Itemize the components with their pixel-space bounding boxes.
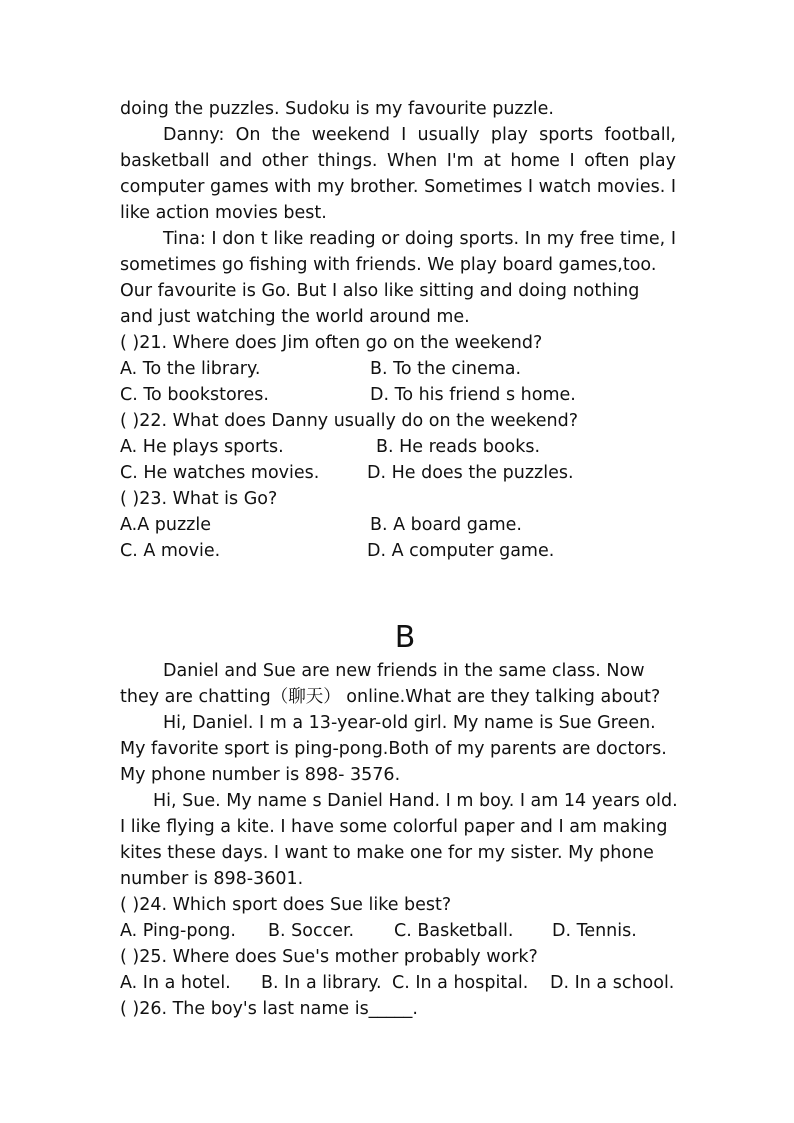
paragraph-line: like action movies best. (120, 203, 327, 223)
option: B. To the cinema. (370, 359, 522, 379)
option-row (120, 356, 676, 382)
paragraph-line: Hi, Daniel. I m a 13-year-old girl. My name is Sue Green. (163, 713, 656, 733)
option: A. Ping-pong. (120, 921, 236, 941)
paragraph-line: Danny: On the weekend I usually play sports football, (163, 125, 676, 145)
passage-b (120, 658, 676, 892)
paragraph-line: doing the puzzles. Sudoku is my favourite puzzle. (120, 99, 554, 119)
option-row (120, 460, 676, 486)
question-stem: ( )21. Where does Jim often go on the weekend? (120, 333, 543, 353)
option: B. A board game. (370, 515, 522, 535)
paragraph-line: Our favourite is Go. But I also like sitting and doing nothing (120, 281, 640, 301)
option: A. To the library. (120, 359, 261, 379)
option-row (120, 538, 676, 564)
option-row (120, 970, 676, 996)
paragraph-line: computer games with my brother. Sometimes I watch movies. I (120, 177, 676, 197)
option: B. In a library. (261, 973, 382, 993)
option: B. Soccer. (268, 921, 355, 941)
paragraph-line: kites these days. I want to make one for my sister. My phone (120, 843, 654, 863)
paragraph-line: and just watching the world around me. (120, 307, 470, 327)
paragraph-line: My phone number is 898- 3576. (120, 765, 401, 785)
paragraph-line: basketball and other things. When I'm at home I often play (120, 151, 676, 171)
option: D. He does the puzzles. (367, 463, 574, 483)
option: C. A movie. (120, 541, 221, 561)
option-row (120, 434, 676, 460)
paragraph-line: number is 898-3601. (120, 869, 304, 889)
option: C. Basketball. (394, 921, 514, 941)
passage-a (120, 96, 676, 330)
section-heading: B (394, 620, 416, 655)
paragraph-line: I like flying a kite. I have some colorful paper and I am making (120, 817, 668, 837)
option: D. In a school. (550, 973, 675, 993)
section-spacer (120, 564, 676, 618)
question-stem: ( )22. What does Danny usually do on the weekend? (120, 411, 579, 431)
question-stem: ( )26. The boy's last name is_____. (120, 999, 418, 1019)
questions-a (120, 330, 676, 564)
option: A. He plays sports. (120, 437, 284, 457)
option: B. He reads books. (376, 437, 541, 457)
paragraph-line: sometimes go fishing with friends. We play board games,too. (120, 255, 657, 275)
option: D. Tennis. (552, 921, 637, 941)
option-row (120, 512, 676, 538)
paragraph-line: Tina: I don t like reading or doing sports. In my free time, I (163, 229, 676, 249)
option: D. To his friend s home. (370, 385, 576, 405)
document-page (120, 96, 676, 1022)
option: A. In a hotel. (120, 973, 231, 993)
option-row (120, 382, 676, 408)
paragraph-line: My favorite sport is ping-pong.Both of my parents are doctors. (120, 739, 667, 759)
option: A.A puzzle (120, 515, 211, 535)
paragraph-line: Daniel and Sue are new friends in the same class. Now (163, 661, 645, 681)
option-row (120, 918, 676, 944)
option: D. A computer game. (367, 541, 555, 561)
question-stem: ( )23. What is Go? (120, 489, 278, 509)
paragraph-line: they are chatting（聊天） online.What are they talking about? (120, 687, 661, 707)
question-stem: ( )25. Where does Sue's mother probably work? (120, 947, 538, 967)
questions-b (120, 892, 676, 1022)
option: C. In a hospital. (392, 973, 529, 993)
option: C. He watches movies. (120, 463, 320, 483)
option: C. To bookstores. (120, 385, 269, 405)
paragraph-line: Hi, Sue. My name s Daniel Hand. I m boy. I am 14 years old. (153, 791, 678, 811)
question-stem: ( )24. Which sport does Sue like best? (120, 895, 452, 915)
